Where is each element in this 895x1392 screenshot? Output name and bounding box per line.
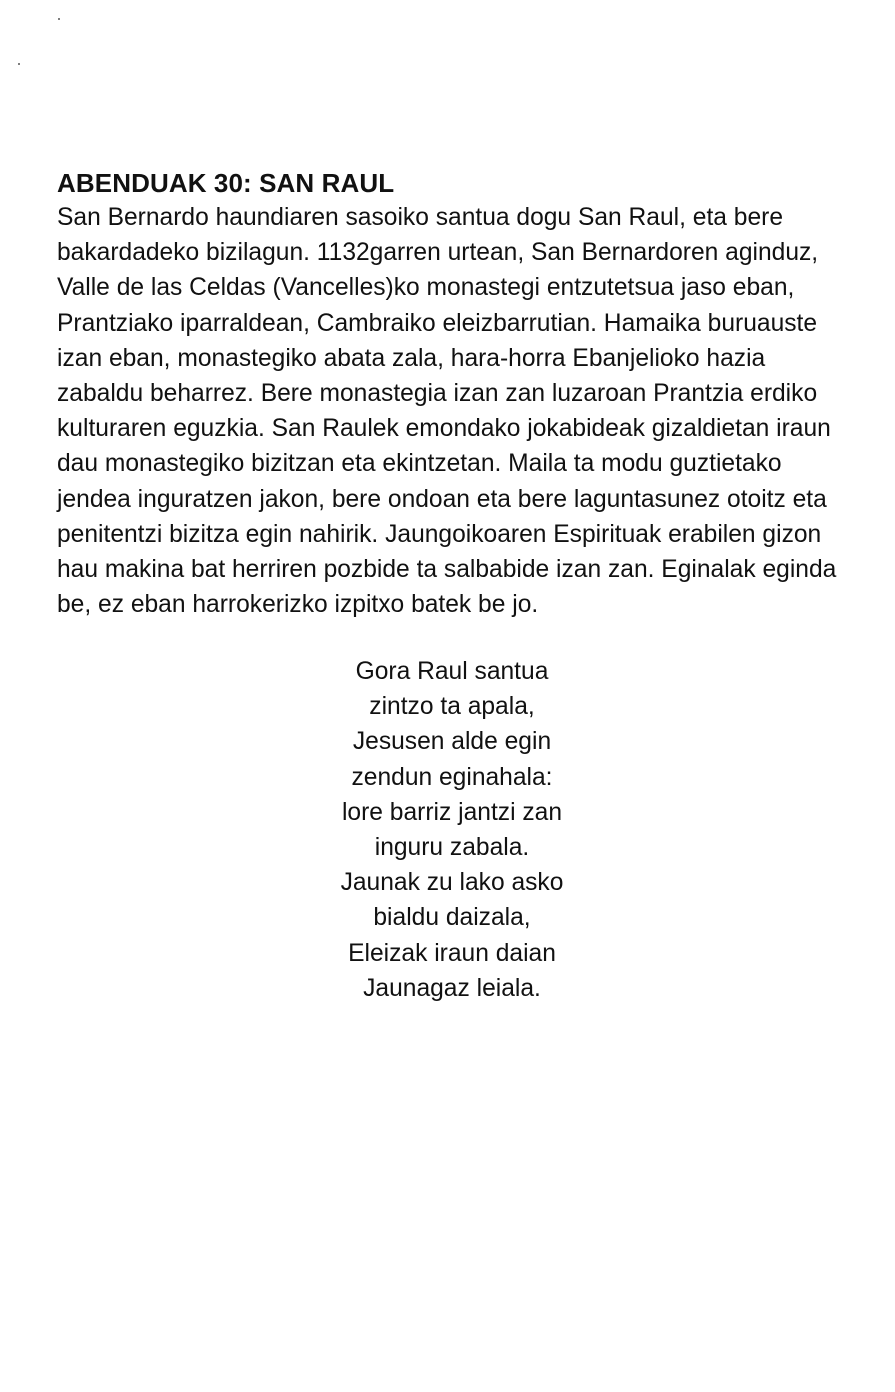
paragraph-line: izan eban, monastegiko abata zala, hara-horra Ebanjelioko hazia [57,344,766,372]
paragraph-line: kulturaren eguzkia. San Raulek emondako jokabideak gizaldietan iraun [57,415,831,443]
poem-verse-block [302,654,602,1006]
paragraph-line: zabaldu beharrez. Bere monastegia izan zan luzaroan Prantzia erdiko [57,379,818,407]
page-title: ABENDUAK 30: SAN RAUL [57,168,395,198]
paragraph-line: dau monastegiko bizitzan eta ekintzetan. Maila ta modu guztietako [57,450,782,478]
paragraph-line: hau makina bat herriren pozbide ta salbabide izan zan. Eginalak eginda [57,555,837,583]
scan-speck [18,63,20,65]
poem-line: zintzo ta apala, [369,693,535,721]
poem-line: inguru zabala. [374,833,530,861]
paragraph-line: penitentzi bizitza egin nahirik. Jaungoikoaren Espirituak erabilen gizon [57,520,822,548]
paragraph-line: Valle de las Celdas (Vancelles)ko monastegi entzutetsua jaso eban, [57,274,795,302]
poem-line: Eleizak iraun daian [348,939,556,967]
scan-speck [58,18,60,20]
poem-line: Jaunagaz leiala. [363,974,541,1002]
poem-line: zendun eginahala: [351,763,553,791]
paragraph-line: San Bernardo haundiaren sasoiko santua dogu San Raul, eta bere [57,204,784,231]
poem-line: Gora Raul santua [355,658,549,685]
paragraph-line: jendea inguratzen jakon, bere ondoan eta bere laguntasunez otoitz eta [57,485,827,513]
body-paragraph [57,200,847,622]
poem-line: bialdu daizala, [373,904,531,932]
paragraph-line: bakardadeko bizilagun. 1132garren urtean, San Bernardoren aginduz, [57,239,819,267]
poem-line: Jaunak zu lako asko [340,869,564,897]
paragraph-line: Prantziako iparraldean, Cambraiko eleizbarrutian. Hamaika buruauste [57,309,818,337]
paragraph-line: be, ez eban harrokerizko izpitxo batek be jo. [57,591,539,619]
poem-line: lore barriz jantzi zan [341,798,563,826]
poem-line: Jesusen alde egin [352,728,552,756]
